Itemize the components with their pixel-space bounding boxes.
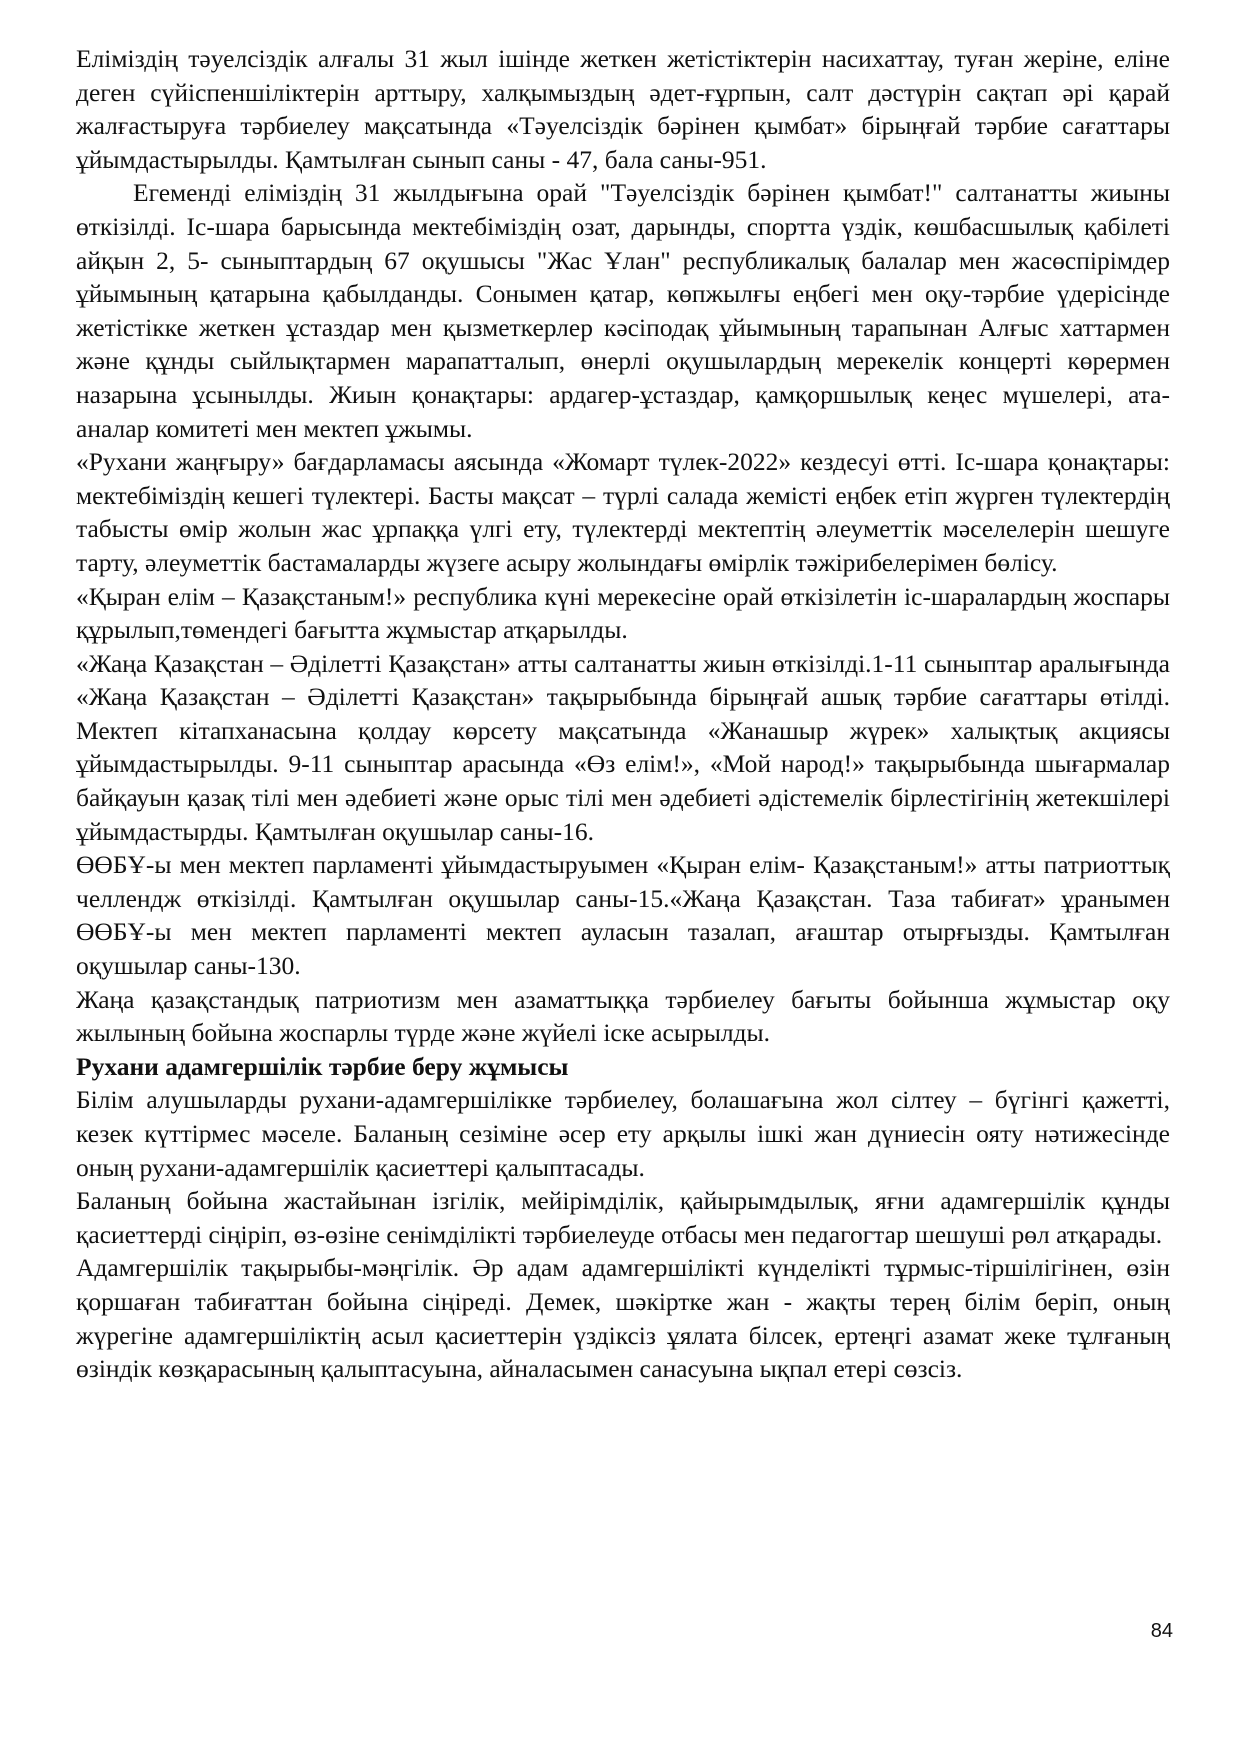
paragraph-spiritual-education: Білім алушыларды рухани-адамгершілікке тәрбиелеу, болашағына жол сілтеу – бүгінгі қажетті, кезек күттірмес мәселе. Баланың сезіміне әсер ету арқылы ішкі жан дүниесін ояту нәтижесінде оның рухани-адамгершілік қасиеттері қалыптасады. [76,1085,1170,1182]
paragraph-family-role: Баланың бойына жастайынан ізгілік, мейірімділік, қайырымдылық, яғни адамгершілік құнды қасиеттерді сіңіріп, өз-өзіне сенімділікті тәрбиелеуде отбасы мен педагогтар шешуші рөл атқарады. [76,1186,1170,1249]
paragraph-new-kazakhstan: «Жаңа Қазақстан – Әділетті Қазақстан» атты салтанатты жиын өткізілді.1-11 сыныптар аралығында «Жаңа Қазақстан – Әділетті Қазақстан» тақырыбында бірыңғай ашық тәрбие сағаттары өтілді. Мектеп кітапханасына қолдау көрсету мақсатында «Жанашыр жүрек» халықтық акциясы ұйымдастырылды. 9-11 сыныптар арасында «Өз елім!», «Мой народ!» тақырыбында шығармалар байқауын қазақ тілі мен әдебиеті және орыс тілі мен әдебиеті әдістемелік бірлестігінің жетекшілері ұйымдастырды. Қамтылған оқушылар саны-16. [76,648,1170,846]
paragraph-graduates-meeting: «Рухани жаңғыру» бағдарламасы аясында «Жомарт түлек-2022» кездесуі өтті. Іс-шара қонақтары: мектебіміздің кешегі түлектері. Басты мақсат – түрлі салада жемісті еңбек етіп жүрген түлектердің табысты өмір жолын жас ұрпаққа үлгі ету, түлектерді мектептің әлеуметтік мәселелерін шешуге тарту, әлеуметтік бастамаларды жүзеге асыру жолындағы өмірлік тәжірибелерімен бөлісу. [76,447,1170,577]
paragraph-patriotism-summary: Жаңа қазақстандық патриотизм мен азаматтыққа тәрбиелеу бағыты бойынша жұмыстар оқу жылының бойына жоспарлы түрде және жүйелі іске асырылды. [76,984,1170,1048]
paragraph-humanity-theme: Адамгершілік тақырыбы-мәңгілік. Әр адам адамгершілікті күнделікті тұрмыс-тіршілігінен, өзін қоршаған табиғаттан бойына сіңіреді. Демек, шәкіртке жан - жақты терең білім беріп, оның жүрегіне адамгершіліктің асыл қасиеттерін үздіксіз ұялата білсек, ертеңгі азамат жеке тұлғаның өзіндік көзқарасының қалыптасуына, айналасымен санасуына ықпал етері сөзсіз. [76,1253,1170,1384]
paragraph-patriotic-challenge: ӨӨБҰ-ы мен мектеп парламенті ұйымдастыруымен «Қыран елім- Қазақстаным!» атты патриоттық челлендж өткізілді. Қамтылған оқушылар саны-15.«Жаңа Қазақстан. Таза табиғат» ұранымен ӨӨБҰ-ы мен мектеп парламенті мектеп ауласын тазалап, ағаштар отырғызды. Қамтылған оқушылар саны-130. [76,850,1170,981]
paragraph-republic-day-plan: «Қыран елім – Қазақстаным!» республика күні мерекесіне орай өткізілетін іс-шаралардың жоспары құрылып,төмендегі бағытта жұмыстар атқарылды. [76,581,1170,645]
page-number: 84 [1150,1620,1173,1642]
section-heading: Рухани адамгершілік тәрбие беру жұмысы [76,1051,569,1081]
document-page [76,42,1170,1386]
paragraph-independence-hours: Еліміздің тәуелсіздік алғалы 31 жыл ішінде жеткен жетістіктерін насихаттау, туған жеріне, еліне деген сүйіспеншіліктерін арттыру, халқымыздың әдет-ғұрпын, салт дәстүрін сақтап әрі қарай жалғастыруға тәрбиелеу мақсатында «Тәуелсіздік бәрінен қымбат» бірыңғай тәрбие сағаттары ұйымдастырылды. Қамтылған сынып саны - 47, бала саны-951. [76,44,1170,174]
paragraph-independence-ceremony: Егеменді еліміздің 31 жылдығына орай "Тәуелсіздік бәрінен қымбат!" салтанатты жиыны өткізілді. Іс-шара барысында мектебіміздің озат, дарынды, спортта үздік, көшбасшылық қабілеті айқын 2, 5- сыныптардың 67 оқушысы "Жас Ұлан" республикалық балалар мен жасөспірімдер ұйымының қатарына қабылданды. Сонымен қатар, көпжылғы еңбегі мен оқу-тәрбие үдерісінде жетістікке жеткен ұстаздар мен қызметкерлер кәсіподақ ұйымының тарапынан Алғыс хаттармен және құнды сыйлықтармен марапатталып, өнерлі оқушылардың мерекелік концерті көрермен назарына ұсынылды. Жиын қонақтары: ардагер-ұстаздар, қамқоршылық кеңес мүшелері, ата-аналар комитеті мен мектеп ұжымы. [76,178,1170,443]
